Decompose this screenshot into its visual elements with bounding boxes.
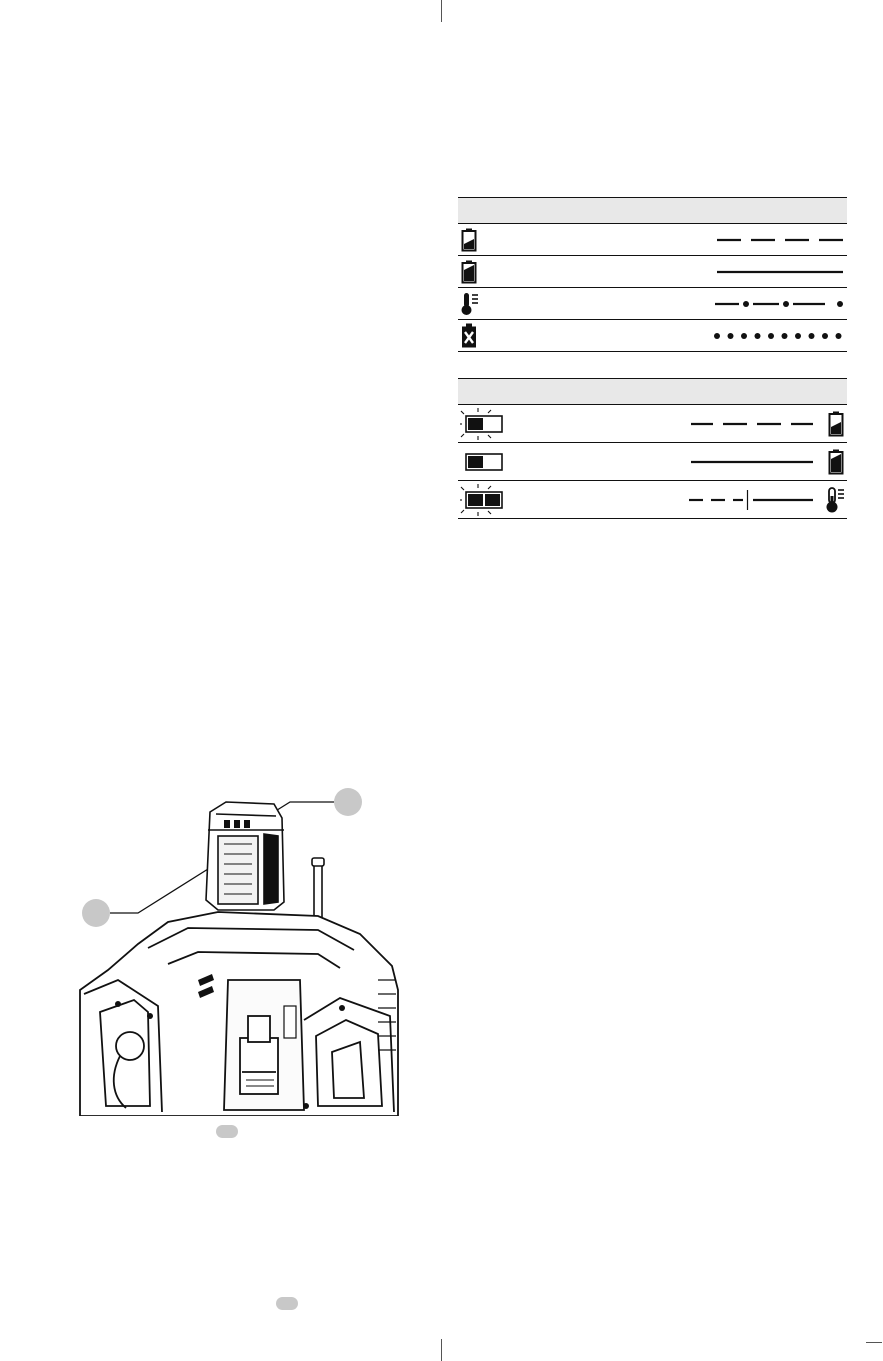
battery-full-icon: [460, 260, 480, 284]
battery-charging-icon: [827, 411, 847, 437]
crop-mark-bottom: [441, 1339, 442, 1361]
steady-half-fuel-gauge-icon: [460, 446, 506, 478]
pattern-long-dashes: [689, 420, 815, 428]
table-row: [458, 320, 847, 352]
battery-half-charging-icon: [460, 228, 480, 252]
callout-marker: [82, 899, 110, 927]
blinking-full-fuel-gauge-icon: [460, 484, 506, 516]
pattern-long-dashes: [715, 236, 845, 244]
blinking-half-fuel-gauge-icon: [460, 408, 506, 440]
battery-install-figure: [78, 784, 400, 1116]
table-row: [458, 288, 847, 320]
crop-mark-top: [441, 0, 442, 22]
charger-indicator-table: [458, 197, 847, 352]
page-number-badge: [276, 1297, 298, 1310]
thermometer-icon: [825, 486, 847, 514]
pattern-solid-line: [715, 268, 845, 276]
thermometer-hot-cold-icon: [460, 291, 482, 317]
radio-body: [80, 912, 398, 1116]
table-row: [458, 256, 847, 288]
crop-mark-bottom-right: [866, 1342, 882, 1343]
pattern-dash-dot: [713, 299, 845, 309]
pattern-short-dashes-then-solid: [687, 489, 815, 511]
table-row: [458, 443, 847, 481]
battery-pack: [206, 802, 284, 910]
fuel-gauge-table: [458, 378, 847, 519]
battery-fault-x-icon: [460, 323, 480, 349]
pattern-dots: [713, 331, 845, 341]
table-row: [458, 481, 847, 519]
figure-label-badge: [216, 1125, 238, 1138]
pattern-solid-line: [689, 458, 815, 466]
callout-marker: [334, 788, 362, 816]
table-header: [458, 378, 847, 405]
table-row: [458, 405, 847, 443]
table-row: [458, 224, 847, 256]
battery-full-icon: [827, 449, 847, 475]
table-header: [458, 197, 847, 224]
